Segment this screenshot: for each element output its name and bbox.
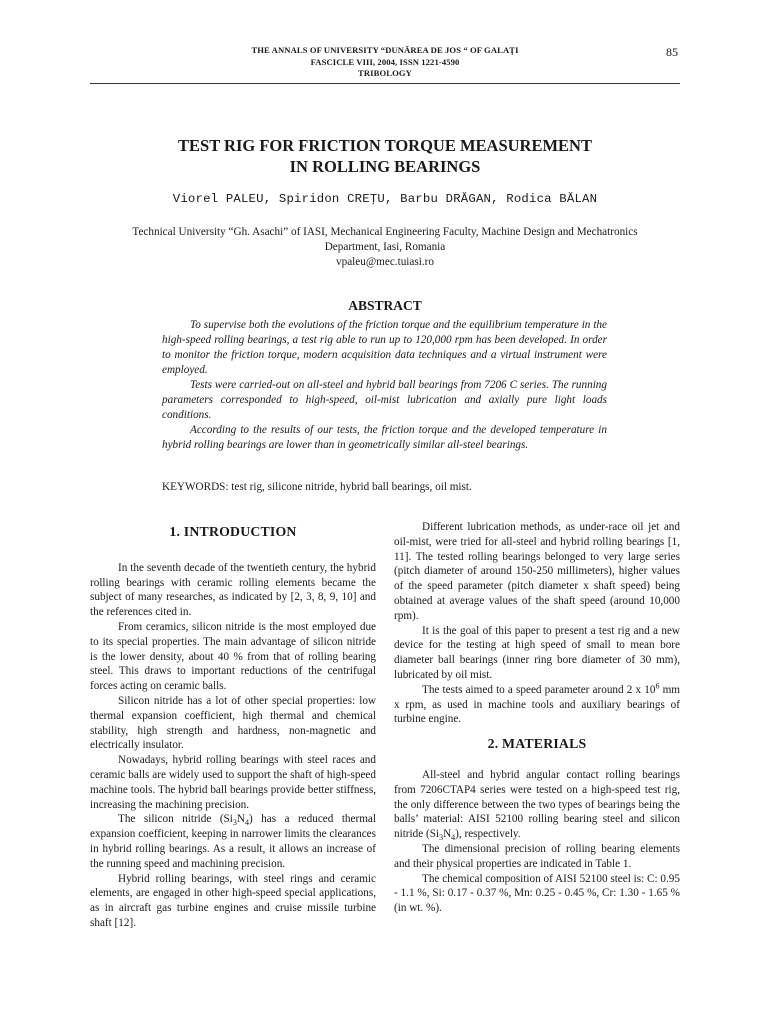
- body-paragraph: Different lubrication methods, as under-race oil jet and oil-mist, were tried for all-steel and hybrid rolling bearings [1, 11]. The tested rolling bearings belonged to very large series (pitch diameter of around 150-250 millimeters), higher values of the speed parameter (pitch diameter x shaft speed) being obtained at average values of the shaft speed (around 10,000 rpm).: [394, 521, 680, 622]
- journal-fascicle: FASCICLE VIII, 2004, ISSN 1221-4590: [310, 56, 460, 67]
- journal-name: THE ANNALS OF UNIVERSITY “DUNĂREA DE JOS “ OF GALAŢI: [251, 45, 519, 55]
- paper-title: [90, 136, 680, 177]
- right-column: [394, 520, 680, 916]
- page-number: 85: [666, 45, 678, 59]
- author-email[interactable]: vpaleu@mec.tuiasi.ro: [336, 256, 434, 268]
- body-paragraph: Nowadays, hybrid rolling bearings with steel races and ceramic balls are widely used to support the shaft of high-speed machine tools. The hybrid ball bearings provide better stiffness, increasing the machining precision.: [90, 754, 376, 811]
- title-line-2: IN ROLLING BEARINGS: [289, 156, 481, 176]
- section-heading-introduction: 1. INTRODUCTION: [169, 524, 297, 539]
- journal-section: TRIBOLOGY: [358, 68, 412, 78]
- body-paragraph: The chemical composition of AISI 52100 steel is: C: 0.95 - 1.1 %, Si: 0.17 - 0.37 %, Mn: 0.25 - 0.45 %, Cr: 1.30 - 1.65 % (in wt. %).: [394, 872, 680, 915]
- header-rule: [90, 83, 680, 84]
- affiliation-line-2: Department, Iasi, Romania: [324, 241, 446, 253]
- body-paragraph: Hybrid rolling bearings, with steel rings and ceramic elements, are engaged in other high-speed special applications, as in aircraft gas turbine engines and cruise missile turbine shaft [12].: [90, 872, 376, 929]
- body-paragraph: Silicon nitride has a lot of other special properties: low thermal expansion coefficient, high thermal and chemical stability, high strength and hardness, non-magnetic and electrically insulator.: [90, 694, 376, 752]
- affiliation-line-1: Technical University “Gh. Asachi” of IASI, Mechanical Engineering Faculty, Machine Design and Mechatronics: [132, 226, 638, 238]
- left-column: [90, 520, 376, 931]
- body-paragraph: The tests aimed to a speed parameter around 2 x $10^6$ mm x rpm, as used in machine tools and auxiliary bearings of turbine engine.: [394, 681, 680, 726]
- abstract-heading: ABSTRACT: [348, 298, 422, 313]
- title-line-1: TEST RIG FOR FRICTION TORQUE MEASUREMENT: [178, 136, 592, 155]
- abstract-paragraph: To supervise both the evolutions of the friction torque and the equilibrium temperature in the high-speed rolling bearings, a test rig able to run up to 120,000 rpm has been developed. In order to monitor the friction torque, modern acquisition data techniques and a virtual instrument were employed.: [162, 319, 607, 376]
- journal-header: [90, 45, 680, 80]
- section-heading-materials: 2. MATERIALS: [487, 736, 587, 752]
- body-paragraph: From ceramics, silicon nitride is the most employed due to its special properties. The main advantage of silicon nitride is the lower density, about 40 % from that of rolling bearing steel. This draws to important reductions of the centrifugal forces acting on ceramic balls.: [90, 620, 376, 693]
- affiliation: [90, 225, 680, 270]
- abstract-body: [162, 318, 607, 453]
- keywords: KEYWORDS: test rig, silicone nitride, hybrid ball bearings, oil mist.: [162, 481, 472, 493]
- body-paragraph: In the seventh decade of the twentieth century, the hybrid rolling bearings with ceramic rolling elements became the subject of many researches, as indicated by [2, 3, 8, 9, 10] and the references cited in.: [90, 561, 376, 619]
- abstract-paragraph: According to the results of our tests, the friction torque and the developed temperature in hybrid rolling bearings are lower than in geometrically similar all-steel bearings.: [162, 424, 607, 451]
- body-paragraph: The silicon nitride $(Si_3N_4)$ has a reduced thermal expansion coefficient, keeping in narrower limits the clearances in hybrid rolling bearings. As a result, it allows an increase of the running speed and machining precision.: [90, 813, 376, 870]
- body-paragraph: The dimensional precision of rolling bearing elements and their physical properties are indicated in Table 1.: [394, 842, 680, 870]
- abstract-paragraph: Tests were carried-out on all-steel and hybrid ball bearings from 7206 C series. The running parameters corresponded to high-speed, oil-mist lubrication and axially pure light loads conditions.: [162, 379, 607, 421]
- body-paragraph: It is the goal of this paper to present a test rig and a new device for the testing at high speed of small to mean bore diameter ball bearings (inner ring bore diameter of 30 mm), lubricated by oil mist.: [394, 624, 680, 681]
- authors: Viorel PALEU, Spiridon CREŢU, Barbu DRĂGAN, Rodica BĂLAN: [172, 192, 598, 206]
- body-paragraph: All-steel and hybrid angular contact rolling bearings from 7206CTAP4 series were tested on a high-speed test rig, the only difference between the two types of bearings being the balls’ material: AISI 52100 rolling bearing steel and silicon nitride $(Si_3N_4)$, respectively.: [394, 768, 680, 843]
